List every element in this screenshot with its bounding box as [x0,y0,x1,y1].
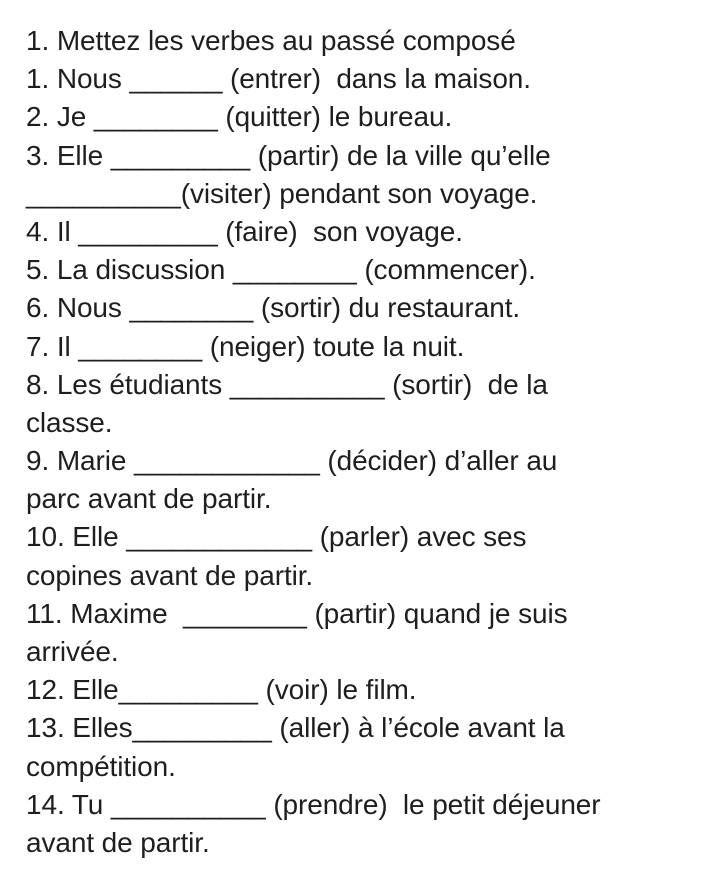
worksheet-text [26,22,696,862]
exercise-line-10: 10. Elle ____________ (parler) avec ses [26,521,527,553]
worksheet-title: 1. Mettez les verbes au passé composé [26,25,516,56]
exercise-line-9-continued: parc avant de partir. [26,483,272,515]
exercise-line-1: 1. Nous ______ (entrer) dans la maison. [26,63,531,95]
exercise-line-9: 9. Marie ____________ (décider) d’aller au [26,445,558,477]
exercise-line-11-continued: arrivée. [26,636,119,667]
exercise-line-7: 7. Il ________ (neiger) toute la nuit. [26,330,465,362]
exercise-line-4: 4. Il _________ (faire) son voyage. [26,215,463,247]
exercise-line-3-continued: __________(visiter) pendant son voyage. [26,177,538,209]
exercise-line-5: 5. La discussion ________ (commencer). [26,254,536,286]
exercise-line-2: 2. Je ________ (quitter) le bureau. [26,101,453,133]
exercise-line-12: 12. Elle_________ (voir) le film. [26,674,417,706]
exercise-line-14-continued: avant de partir. [26,826,210,858]
exercise-line-11: 11. Maxime ________ (partir) quand je suis [26,597,568,629]
exercise-line-8: 8. Les étudiants __________ (sortir) de la [26,368,548,400]
exercise-line-3: 3. Elle _________ (partir) de la ville qu’elle [26,139,551,171]
exercise-line-13-continued: compétition. [26,750,176,782]
exercise-line-13: 13. Elles_________ (aller) à l’école avant la [26,712,565,744]
exercise-line-8-continued: classe. [26,406,113,438]
exercise-line-10-continued: copines avant de partir. [26,559,314,591]
exercise-line-14: 14. Tu __________ (prendre) le petit déjeuner [26,788,601,820]
exercise-line-6: 6. Nous ________ (sortir) du restaurant. [26,292,521,324]
